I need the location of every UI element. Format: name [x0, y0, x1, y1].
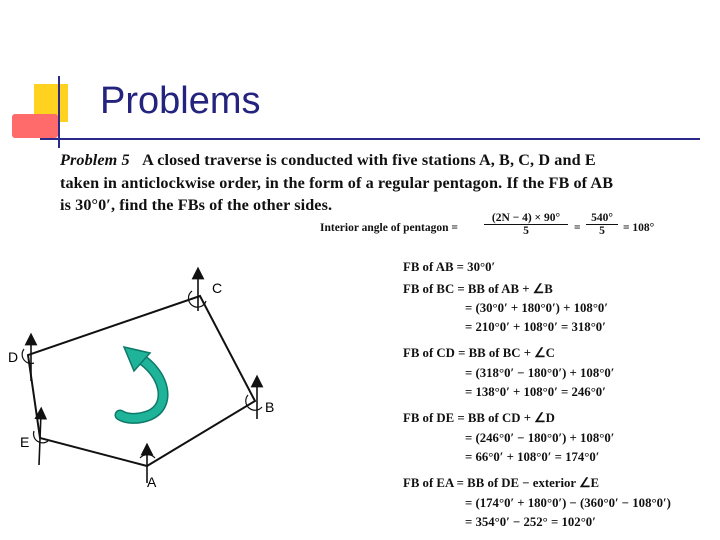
station-label-E: E: [20, 434, 30, 450]
station-label-B: B: [265, 399, 275, 415]
solution-line: FB of DE = BB of CD + ∠D: [403, 411, 555, 425]
solution-line: = (246°0′ − 180°0′) + 108°0′: [465, 431, 615, 445]
solution-line: = (174°0′ + 180°0′) − (360°0′ − 108°0′): [465, 496, 671, 510]
slide-title: Problems: [100, 80, 261, 122]
fraction-2-denominator: 5: [599, 225, 605, 237]
solution-line: = (318°0′ − 180°0′) + 108°0′: [465, 366, 615, 380]
solution-line: = 210°0′ + 108°0′ = 318°0′: [465, 320, 606, 334]
interior-angle-result: = 108°: [623, 222, 655, 234]
equals-sign: =: [574, 222, 581, 234]
north-arrow-E: [39, 413, 41, 465]
problem-text-1: A closed traverse is conducted with five stations A, B, C, D and E: [142, 151, 596, 169]
title-decoration-red: [12, 114, 58, 138]
solution-line: = 138°0′ + 108°0′ = 246°0′: [465, 385, 606, 399]
problem-line-3: is 30°0′, find the FBs of the other sides.: [60, 196, 333, 214]
interior-angle-label: Interior angle of pentagon =: [320, 222, 458, 234]
problem-number: Problem 5: [60, 151, 130, 169]
problem-line-1: [60, 149, 710, 172]
fraction-1-numerator: (2N − 4) × 90°: [484, 212, 568, 225]
title-underline: [40, 138, 700, 140]
station-label-C: C: [212, 280, 223, 296]
pentagon-outline: [28, 296, 255, 466]
traverse-diagram: [0, 255, 300, 500]
solution-line: FB of AB = 30°0′: [403, 260, 496, 274]
solution-line: = 66°0′ + 108°0′ = 174°0′: [465, 450, 600, 464]
solution-line: = (30°0′ + 180°0′) + 108°0′: [465, 301, 608, 315]
station-label-A: A: [147, 474, 157, 490]
solution-line: FB of BC = BB of AB + ∠B: [403, 282, 553, 296]
fraction-2: [586, 212, 618, 237]
station-label-D: D: [8, 349, 19, 365]
fraction-2-numerator: 540°: [586, 212, 618, 225]
solution-line: FB of EA = BB of DE − exterior ∠E: [403, 476, 600, 490]
solution-line: = 354°0′ − 252° = 102°0′: [465, 515, 596, 529]
fraction-1: [484, 212, 568, 237]
problem-line-2: taken in anticlockwise order, in the form of a regular pentagon. If the FB of AB: [60, 173, 614, 192]
solution-line: FB of CD = BB of BC + ∠C: [403, 346, 555, 360]
problem-statement: [60, 149, 710, 217]
fraction-1-denominator: 5: [523, 225, 529, 237]
